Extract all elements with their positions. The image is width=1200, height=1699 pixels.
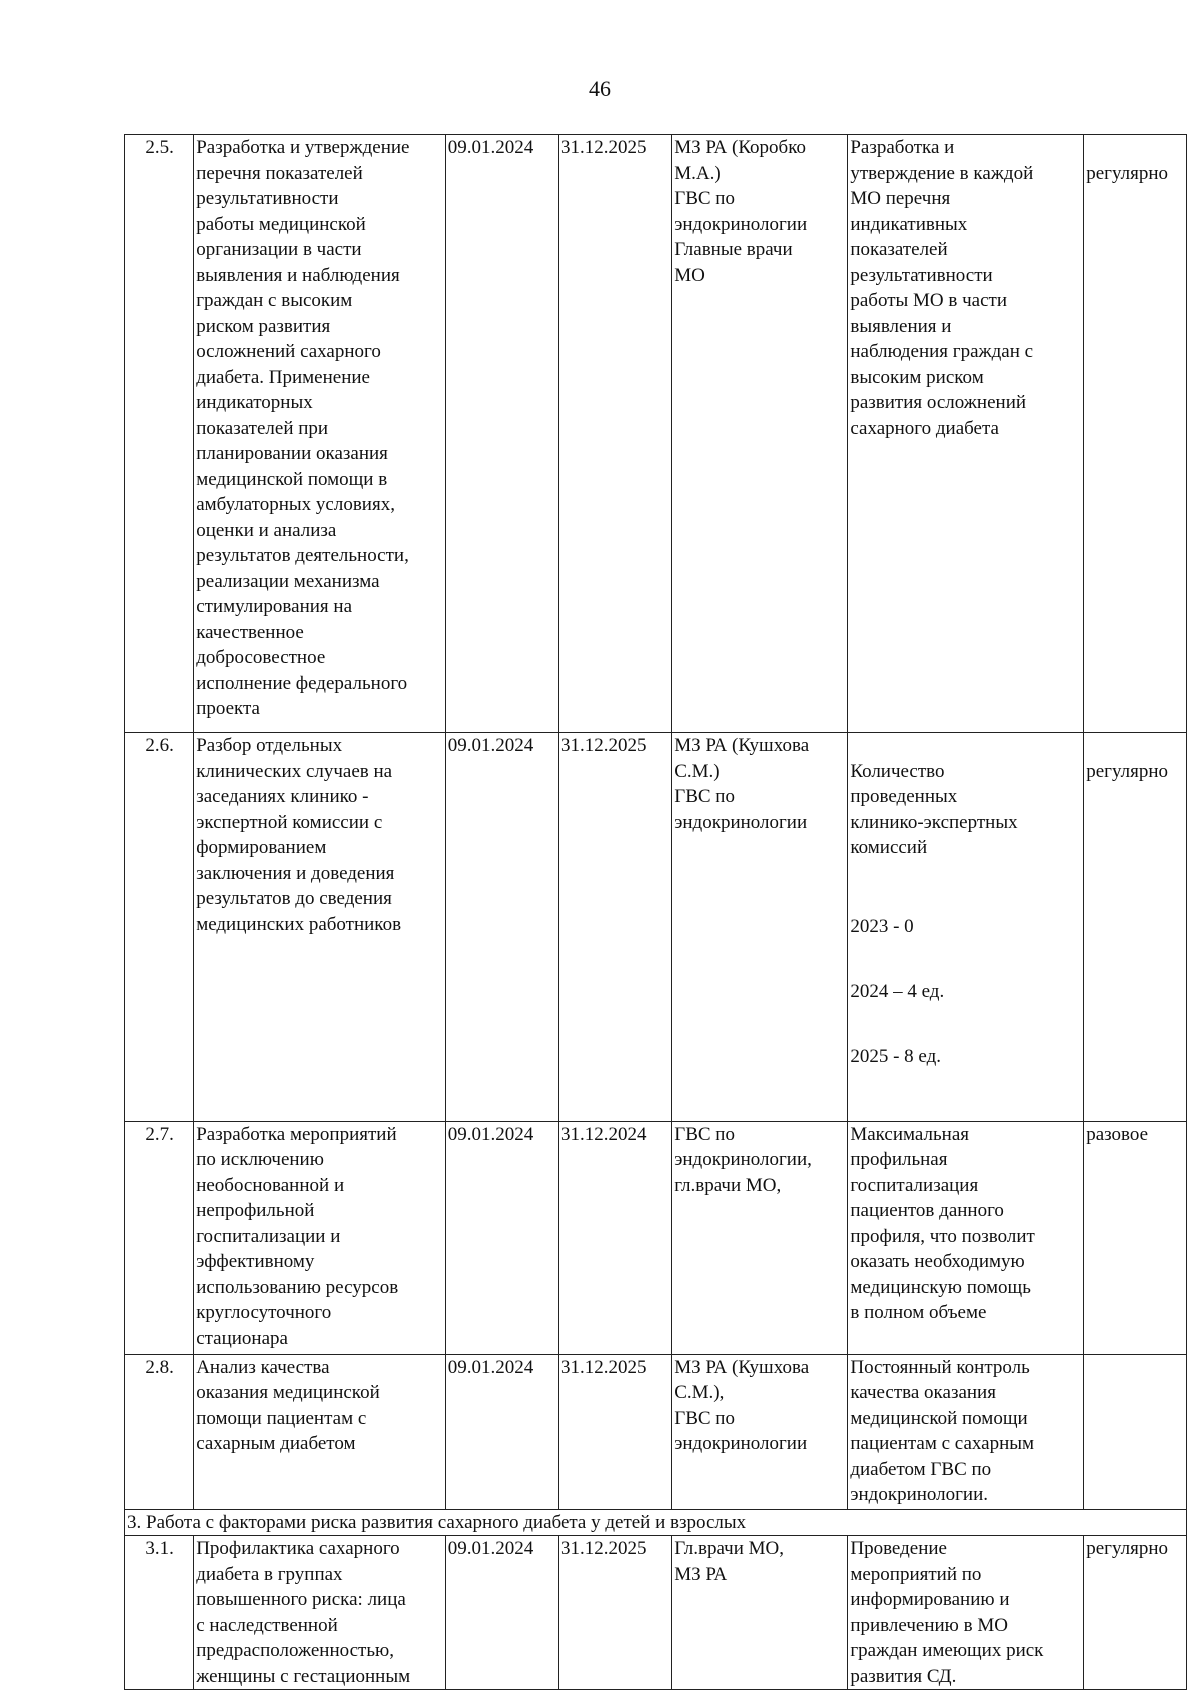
action-plan-table: [124, 134, 1187, 1690]
table-row: [125, 135, 1187, 733]
frequency-cell: [1084, 1354, 1187, 1509]
result-cell: Постоянный контроль качества оказания медицинской помощи пациентам с сахарным диабетом ГВС по эндокринологии.: [848, 1354, 1084, 1509]
responsible-cell: Гл.врачи МО, МЗ РА: [672, 1536, 848, 1690]
responsible-cell: МЗ РА (Кушхова С.М.) ГВС по эндокринологии: [672, 733, 848, 1122]
start-date-cell: 09.01.2024: [445, 1354, 558, 1509]
table-row: [125, 1121, 1187, 1354]
result-values: [850, 875, 1082, 1096]
end-date-cell: 31.12.2025: [559, 135, 672, 733]
table-row: [125, 733, 1187, 1122]
end-date-cell: 31.12.2025: [559, 1536, 672, 1690]
end-date-cell: 31.12.2025: [559, 1354, 672, 1509]
frequency-cell: регулярно: [1084, 733, 1187, 1122]
section-title: 3. Работа с факторами риска развития сахарного диабета у детей и взрослых: [125, 1509, 1187, 1536]
result-value-2025: 2025 - 8 ед.: [850, 1046, 942, 1067]
row-number: 2.7.: [125, 1121, 194, 1354]
result-cell: Проведение мероприятий по информированию и привлечению в МО граждан имеющих риск развития СД.: [848, 1536, 1084, 1690]
row-number: 2.5.: [125, 135, 194, 733]
table-row: [125, 1354, 1187, 1509]
row-number: 3.1.: [125, 1536, 194, 1690]
frequency-cell: регулярно: [1084, 1536, 1187, 1690]
task-cell: Разработка и утверждение перечня показателей результативности работы медицинской организации в части выявления и наблюдения граждан с высоким риском развития осложнений сахарного диабета. Применение индикаторных показателей при планировании оказания медицинской помощи в амбулаторных условиях, оценки и анализа результатов деятельности, реализации механизма стимулирования на качественное добросовестное исполнение федерального проекта: [194, 135, 446, 733]
task-cell: Анализ качества оказания медицинской помощи пациентам с сахарным диабетом: [194, 1354, 446, 1509]
frequency-cell: регулярно: [1084, 135, 1187, 733]
task-cell: Профилактика сахарного диабета в группах повышенного риска: лица с наследственной предрасположенностью, женщины с гестационным: [194, 1536, 446, 1690]
responsible-cell: МЗ РА (Коробко М.А.) ГВС по эндокринологии Главные врачи МО: [672, 135, 848, 733]
responsible-cell: МЗ РА (Кушхова С.М.), ГВС по эндокринологии: [672, 1354, 848, 1509]
start-date-cell: 09.01.2024: [445, 733, 558, 1122]
result-text: Количество проведенных клинико-экспертных комиссий: [850, 760, 1018, 858]
result-cell: [848, 733, 1084, 1122]
frequency-cell: разовое: [1084, 1121, 1187, 1354]
responsible-cell: ГВС по эндокринологии, гл.врачи МО,: [672, 1121, 848, 1354]
start-date-cell: 09.01.2024: [445, 135, 558, 733]
end-date-cell: 31.12.2024: [559, 1121, 672, 1354]
table-row: [125, 1536, 1187, 1690]
row-number: 2.8.: [125, 1354, 194, 1509]
page-number: 46: [589, 76, 611, 101]
section-header-row: [125, 1509, 1187, 1536]
start-date-cell: 09.01.2024: [445, 1536, 558, 1690]
task-cell: Разработка мероприятий по исключению необоснованной и непрофильной госпитализации и эффективному использованию ресурсов круглосуточного стационара: [194, 1121, 446, 1354]
result-cell: Разработка и утверждение в каждой МО перечня индикативных показателей результативности работы МО в части выявления и наблюдения граждан с высоким риском развития осложнений сахарного диабета: [848, 135, 1084, 733]
result-value-2023: 2023 - 0: [850, 916, 914, 937]
row-number: 2.6.: [125, 733, 194, 1122]
task-cell: Разбор отдельных клинических случаев на заседаниях клинико - экспертной комиссии с формированием заключения и доведения результатов до сведения медицинских работников: [194, 733, 446, 1122]
result-value-2024: 2024 – 4 ед.: [850, 981, 945, 1002]
result-cell: Максимальная профильная госпитализация пациентов данного профиля, что позволит оказать необходимую медицинскую помощь в полном объеме: [848, 1121, 1084, 1354]
end-date-cell: 31.12.2025: [559, 733, 672, 1122]
start-date-cell: 09.01.2024: [445, 1121, 558, 1354]
